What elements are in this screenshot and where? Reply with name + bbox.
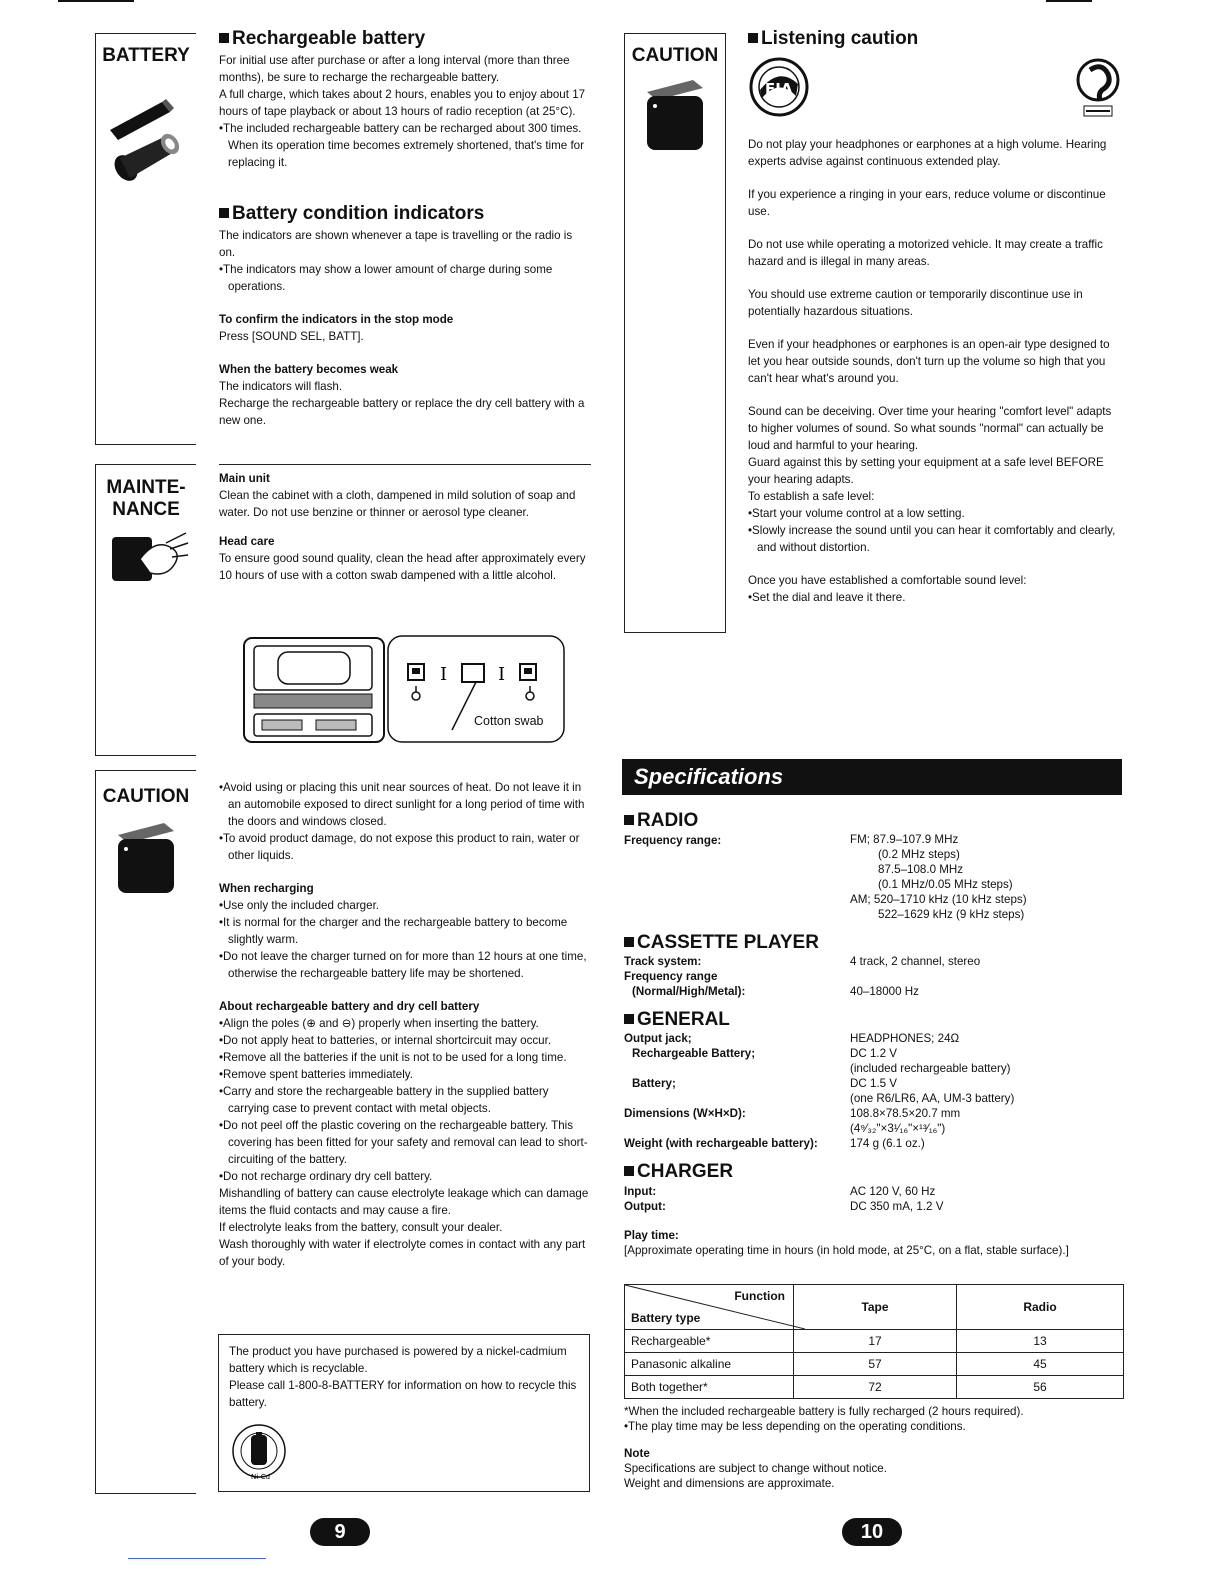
about-battery-text: •Do not apply heat to batteries, or internal shortcircuit may occur. [219,1034,552,1047]
charger-specs [624,1184,1124,1214]
general-specs [624,1031,1124,1151]
listening-heading-text: Listening caution [761,28,919,49]
battery-type-cell: Rechargeable* [625,1330,794,1353]
rechargeable-heading-text: Rechargeable battery [232,28,426,49]
weight-label: Weight (with rechargeable battery): [624,1137,818,1150]
svg-text:I: I [440,664,448,685]
about-battery-text: •Do not peel off the plastic covering on the rechargeable battery. This covering has been fitted for your safety and removal can lead to short-circuiting of the battery. [219,1119,588,1166]
main-unit-text: Clean the cabinet with a cloth, dampened in mild solution of soap and water. Do not use benzine or thinner or aerosol type cleaner. [219,489,576,519]
radio-heading [624,810,1124,832]
recycle-box [218,1334,590,1492]
confirm-text: Press [SOUND SEL, BATT]. [219,330,364,343]
battery-label: Battery; [632,1077,676,1090]
recharging-text: •Use only the included charger. [219,899,380,912]
play-time-text: [Approximate operating time in hours (in hold mode, at 25°C, on a flat, stable surface).] [624,1244,1069,1257]
frequency-range-label: Frequency range: [624,834,722,847]
charger-output-value: DC 350 mA, 1.2 V [850,1200,944,1213]
about-battery-text: Wash thoroughly with water if electrolyte comes in contact with any part of your body. [219,1238,586,1268]
listening-text: •Set the dial and leave it there. [748,591,906,604]
listening-text: Even if your headphones or earphones is an open-air type designed to let you hear outside sounds, don't turn up the volume so high that you can't hear what's around you. [748,338,1110,385]
about-battery-text: If electrolyte leaks from the battery, consult your dealer. [219,1221,503,1234]
general-heading-text: GENERAL [637,1009,730,1030]
note-title: Note [624,1447,650,1460]
tape-cell: 57 [794,1353,957,1376]
table-header-row [625,1285,1124,1330]
battery-type-cell: Both together* [625,1376,794,1399]
listening-text: Once you have established a comfortable sound level: [748,574,1027,587]
weak-text: Recharge the rechargeable battery or replace the dry cell battery with a new one. [219,397,585,427]
cassette-player-icon [637,76,713,152]
recharging-title: When recharging [219,882,314,895]
caution-text: •Avoid using or placing this unit near sources of heat. Do not leave it in an automobile exposed to direct sunlight for a long period of time with the doors and windows closed. [219,781,585,828]
radio-cell: 45 [957,1353,1124,1376]
radio-value: 87.5–108.0 MHz [878,863,964,876]
cotton-swab-label: Cotton swab [474,714,544,728]
battery-type-cell: Panasonic alkaline [625,1353,794,1376]
cleaning-cloth-icon [110,529,190,585]
recycle-text: Please call 1-800-8-BATTERY for information on how to recycle this battery. [229,1379,577,1409]
about-battery-text: Mishandling of battery can cause electrolyte leakage which can damage items the fluid contacts and may cause a fire. [219,1187,589,1217]
output-jack-label: Output jack; [624,1032,692,1045]
radio-value: 522–1629 kHz (9 kHz steps) [878,908,1025,921]
track-value: 4 track, 2 channel, stereo [850,955,981,968]
table-row [625,1353,1124,1376]
eia-logo [746,56,812,118]
recycle-logo-text: Ni-Cd [251,1473,271,1481]
eia-logo-text: EIA [765,80,793,98]
cassette-heading-text: CASSETTE PLAYER [637,932,819,953]
listening-text: Do not use while operating a motorized vehicle. It may create a traffic hazard and is illegal in many areas. [748,238,1103,268]
charger-input-label: Input: [624,1185,657,1198]
listening-section [748,28,1124,50]
general-heading [624,1009,730,1031]
recharging-text: •It is normal for the charger and the rechargeable battery to become slightly warm. [219,916,568,946]
frequency-range-values [850,832,1027,922]
indicators-section [219,203,591,429]
tape-cell: 17 [794,1330,957,1353]
track-label: Track system: [624,955,702,968]
listening-heading [748,28,1124,50]
caution-tab-left-title: CAUTION [102,786,190,807]
caution-left-section [219,779,591,1270]
listening-text: You should use extreme caution or temporarily discontinue use in potentially hazardous situations. [748,288,1083,318]
weight-value: 174 g (6.1 oz.) [850,1137,925,1150]
cassette-player-icon [108,819,184,895]
radio-value: (0.2 MHz steps) [878,848,960,861]
battery-value: DC 1.5 V [850,1077,898,1090]
listening-body [748,136,1124,606]
rbrc-recycle-icon [231,1419,287,1483]
note-text: Specifications are subject to change without notice. [624,1462,887,1475]
table-row [625,1330,1124,1353]
table-row [625,1376,1124,1399]
listening-text: To establish a safe level: [748,490,875,503]
maintenance-tab-title-1: MAINTE- [106,477,186,498]
radio-cell: 56 [957,1376,1124,1399]
col-tape: Tape [794,1285,957,1330]
maintenance-divider [219,464,591,465]
caution-tab-right-title: CAUTION [631,45,719,66]
top-rule-right [1046,0,1092,2]
head-care-text: To ensure good sound quality, clean the head after approximately every 10 hours of use with a cotton swab dampened with a little alcohol. [219,552,586,582]
battery-type-label: Battery type [631,1311,701,1325]
play-time-section [624,1228,1124,1258]
about-battery-text: •Do not recharge ordinary dry cell battery. [219,1170,433,1183]
caution-tab-right [624,33,726,633]
rechargeable-text: •The included rechargeable battery can be recharged about 300 times. When its operation time becomes extremely shortened, that's time for replacing it. [219,122,584,169]
radio-cell: 13 [957,1330,1124,1353]
indicators-text: •The indicators may show a lower amount of charge during some operations. [219,263,553,293]
rechargeable-battery-label: Rechargeable Battery; [632,1047,756,1060]
col-radio: Radio [957,1285,1124,1330]
tape-cell: 72 [794,1376,957,1399]
maintenance-tab-title-2: NANCE [112,499,180,520]
radio-section [624,810,1124,832]
page-number-left: 9 [310,1518,370,1546]
listening-text: Sound can be deceiving. Over time your hearing "comfort level" adapts to higher volumes of sound. So what sounds "normal" can actually be loud and harmful to your hearing. [748,405,1112,452]
bottom-rule [128,1558,266,1559]
cassette-freq-value: 40–18000 Hz [850,985,919,998]
cassette-freq-sub: (Normal/High/Metal): [632,985,746,998]
cassette-labels [624,954,745,999]
about-battery-text: •Align the poles (⊕ and ⊖) properly when inserting the battery. [219,1017,539,1030]
radio-heading-text: RADIO [637,810,699,831]
listening-text: Guard against this by setting your equipment at a safe level BEFORE your hearing adapts. [748,456,1104,486]
rechargeable-text: For initial use after purchase or after a long interval (more than three months), be sure to recharge the rechargeable battery. [219,54,570,84]
rechargeable-text: A full charge, which takes about 2 hours, enables you to enjoy about 17 hours of tape playback or about 13 hours of radio reception (at 25°C). [219,88,586,118]
rechargeable-battery-value: DC 1.2 V [850,1047,898,1060]
head-care-title: Head care [219,535,275,548]
specifications-title: Specifications [634,764,784,789]
about-battery-title: About rechargeable battery and dry cell battery [219,1000,480,1013]
indicators-text: The indicators are shown whenever a tape is travelling or the radio is on. [219,229,573,259]
cassette-freq-label: Frequency range [624,970,718,983]
svg-text:I: I [498,664,506,685]
battery-tab-title: BATTERY [102,45,190,66]
weak-title: When the battery becomes weak [219,363,399,376]
dimensions-inch: (4⁹⁄₃₂"×3¹⁄₁₆"×¹³⁄₁₆") [850,1122,946,1135]
charger-heading [624,1161,733,1183]
indicators-heading-text: Battery condition indicators [232,203,485,224]
maintenance-tab [95,464,196,756]
recharging-text: •Do not leave the charger turned on for more than 12 hours at one time, otherwise the rechargeable battery life may be shortened. [219,950,587,980]
about-battery-text: •Remove all the batteries if the unit is not to be used for a long time. [219,1051,567,1064]
rechargeable-heading [219,28,591,50]
diagonal-header-cell [625,1285,794,1330]
play-time-title: Play time: [624,1229,679,1242]
play-time-table [624,1284,1124,1399]
radio-value: (0.1 MHz/0.05 MHz steps) [878,878,1013,891]
battery-note: (one R6/LR6, AA, UM-3 battery) [850,1092,1015,1105]
battery-icon [104,90,190,190]
charger-input-value: AC 120 V, 60 Hz [850,1185,936,1198]
output-jack-value: HEADPHONES; 24Ω [850,1032,960,1045]
hearing-logo [1066,56,1126,120]
recycle-text: The product you have purchased is powered by a nickel-cadmium battery which is recyclable. [229,1345,567,1375]
dimensions-label: Dimensions (W×H×D): [624,1107,746,1120]
indicators-heading [219,203,591,225]
specifications-banner [622,759,1122,795]
listening-text: •Start your volume control at a low setting. [748,507,965,520]
caution-text: •To avoid product damage, do not expose this product to rain, water or other liquids. [219,832,580,862]
charger-heading-text: CHARGER [637,1161,734,1182]
radio-value: AM; 520–1710 kHz (10 kHz steps) [850,893,1027,906]
maintenance-section [219,470,591,584]
dimensions-value: 108.8×78.5×20.7 mm [850,1107,961,1120]
radio-value: FM; 87.9–107.9 MHz [850,833,959,846]
cassette-heading [624,932,819,954]
footnote: •The play time may be less depending on the operating conditions. [624,1420,966,1433]
caution-tab-left [95,770,196,1494]
battery-tab [95,33,196,445]
weak-text: The indicators will flash. [219,380,343,393]
footnote: *When the included rechargeable battery is fully recharged (2 hours required). [624,1405,1024,1418]
rechargeable-battery-note: (included rechargeable battery) [850,1062,1011,1075]
about-battery-text: •Remove spent batteries immediately. [219,1068,413,1081]
function-label: Function [734,1289,785,1303]
page-number-right: 10 [842,1518,902,1546]
table-footnotes [624,1404,1124,1491]
main-unit-title: Main unit [219,472,270,485]
confirm-title: To confirm the indicators in the stop mode [219,313,454,326]
charger-output-label: Output: [624,1200,666,1213]
head-cleaning-illustration [240,634,570,746]
about-battery-text: •Carry and store the rechargeable battery in the supplied battery carrying case to prevent contact with metal objects. [219,1085,549,1115]
listening-text: •Slowly increase the sound until you can hear it comfortably and clearly, and without distortion. [748,524,1116,554]
top-rule-left [58,0,134,2]
listening-text: If you experience a ringing in your ears, reduce volume or discontinue use. [748,188,1106,218]
listening-text: Do not play your headphones or earphones at a high volume. Hearing experts advise against continuous extended play. [748,138,1107,168]
note-text: Weight and dimensions are approximate. [624,1477,835,1490]
rechargeable-section [219,28,591,171]
